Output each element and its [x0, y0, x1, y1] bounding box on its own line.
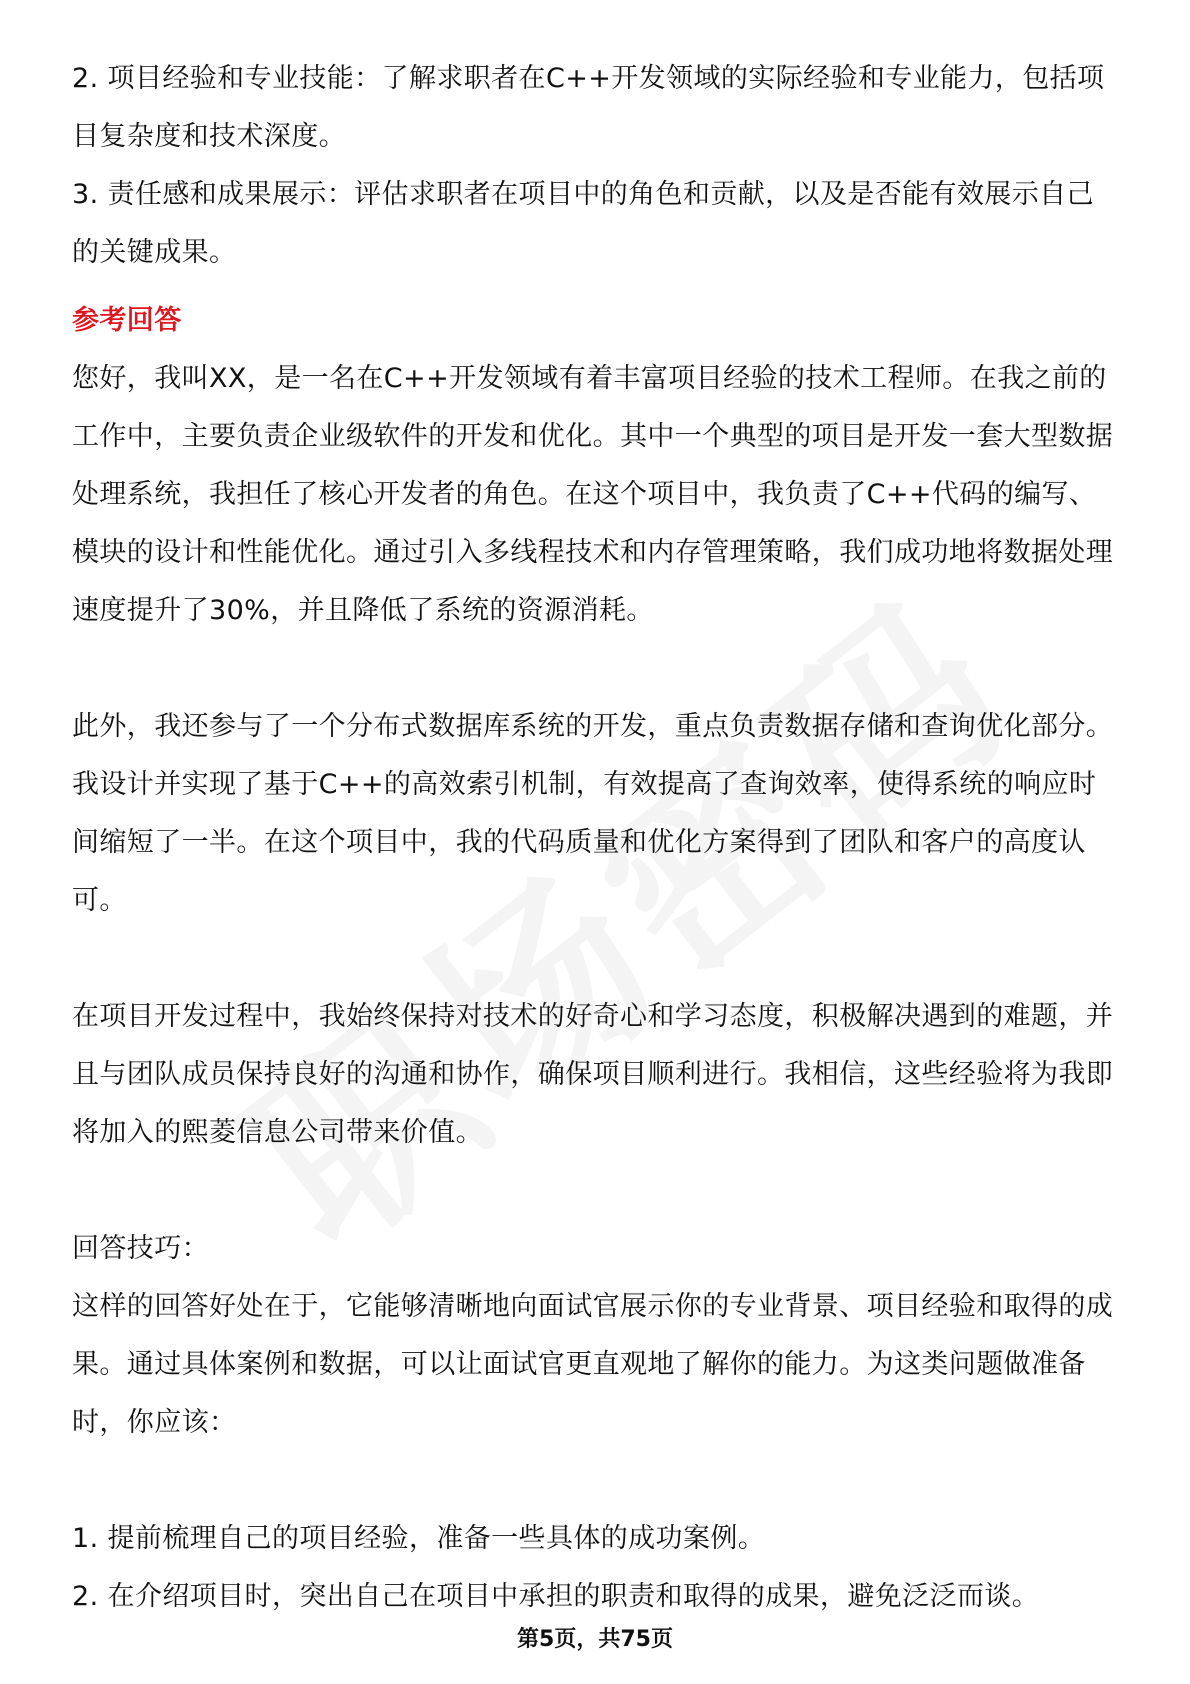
criteria-item-3: 3. 责任感和成果展示：评估求职者在项目中的角色和贡献，以及是否能有效展示自己的关键成果。 [72, 179, 1094, 268]
answer-paragraph-3: 在项目开发过程中，我始终保持对技术的好奇心和学习态度，积极解决遇到的难题，并且与团队成员保持良好的沟通和协作，确保项目顺利进行。我相信，这些经验将为我即将加入的熙菱信息公司带来价值。 [72, 1001, 1114, 1148]
tips-heading: 回答技巧： [72, 1233, 209, 1264]
page-content [72, 50, 1118, 1626]
tips-item-2: 2. 在介绍项目时，突出自己在项目中承担的职责和取得的成果，避免泛泛而谈。 [72, 1581, 1040, 1612]
answer-paragraph-2: 此外，我还参与了一个分布式数据库系统的开发，重点负责数据存储和查询优化部分。我设计并实现了基于C++的高效索引机制，有效提高了查询效率，使得系统的响应时间缩短了一半。在这个项目中，我的代码质量和优化方案得到了团队和客户的高度认可。 [72, 711, 1114, 916]
criteria-item-2: 2. 项目经验和专业技能：了解求职者在C++开发领域的实际经验和专业能力，包括项目复杂度和技术深度。 [72, 63, 1105, 152]
answer-paragraph-1: 您好，我叫XX，是一名在C++开发领域有着丰富项目经验的技术工程师。在我之前的工作中，主要负责企业级软件的开发和优化。其中一个典型的项目是开发一套大型数据处理系统，我担任了核心开发者的角色。在这个项目中，我负责了C++代码的编写、模块的设计和性能优化。通过引入多线程技术和内存管理策略，我们成功地将数据处理速度提升了30%，并且降低了系统的资源消耗。 [72, 363, 1114, 626]
reference-answer-heading: 参考回答 [72, 305, 182, 336]
page-number-footer: 第5页，共75页 [517, 1627, 673, 1652]
tips-item-1: 1. 提前梳理自己的项目经验，准备一些具体的成功案例。 [72, 1523, 766, 1554]
tips-paragraph: 这样的回答好处在于，它能够清晰地向面试官展示你的专业背景、项目经验和取得的成果。通过具体案例和数据，可以让面试官更直观地了解你的能力。为这类问题做准备时，你应该： [72, 1291, 1114, 1438]
